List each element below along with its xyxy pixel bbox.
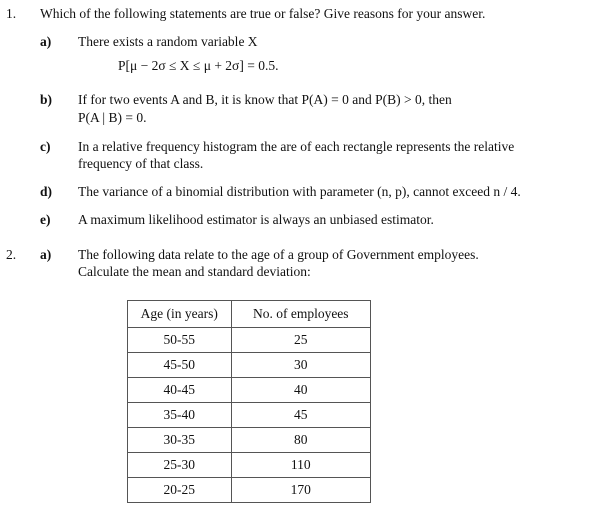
employee-age-table (127, 300, 371, 503)
q1-part-c-line-2: frequency of that class. (78, 156, 204, 171)
age-cell: 25-30 (128, 453, 232, 478)
q1-part-d-text: The variance of a binomial distribution with parameter (n, p), cannot exceed n / 4. (78, 184, 521, 199)
table-row (128, 453, 371, 478)
age-cell: 35-40 (128, 403, 232, 428)
age-cell: 40-45 (128, 378, 232, 403)
q1-part-b-line-2: P(A | B) = 0. (78, 110, 147, 125)
age-cell: 30-35 (128, 428, 232, 453)
q2-part-a-label: a) (40, 247, 52, 262)
employees-cell: 170 (231, 478, 370, 503)
question-1-number: 1. (6, 6, 17, 21)
employees-cell: 45 (231, 403, 370, 428)
table-row (128, 478, 371, 503)
q1-part-b-label: b) (40, 92, 53, 107)
q2-part-a-line-2: Calculate the mean and standard deviation: (78, 264, 311, 279)
table-row (128, 378, 371, 403)
q2-part-a-line-1: The following data relate to the age of a group of Government employees. (78, 247, 479, 262)
q1-part-a-text: There exists a random variable X (78, 34, 258, 49)
q1-part-d-label: d) (40, 184, 53, 199)
q1-part-b-line-1: If for two events A and B, it is know that P(A) = 0 and P(B) > 0, then (78, 92, 452, 107)
employees-cell: 40 (231, 378, 370, 403)
header-employees: No. of employees (231, 301, 370, 328)
table-row (128, 328, 371, 353)
q1-part-a-formula: P[μ − 2σ ≤ X ≤ μ + 2σ] = 0.5. (118, 58, 279, 73)
q1-part-a-label: a) (40, 34, 52, 49)
employees-cell: 25 (231, 328, 370, 353)
question-2-number: 2. (6, 247, 17, 262)
q1-part-c-label: c) (40, 139, 51, 154)
question-1-prompt: Which of the following statements are true or false? Give reasons for your answer. (40, 6, 486, 21)
employees-cell: 80 (231, 428, 370, 453)
employees-cell: 30 (231, 353, 370, 378)
table-header-row (128, 301, 371, 328)
q1-part-e-text: A maximum likelihood estimator is always an unbiased estimator. (78, 212, 434, 227)
q1-part-c-line-1: In a relative frequency histogram the are of each rectangle represents the relative (78, 139, 515, 154)
table-row (128, 353, 371, 378)
header-age: Age (in years) (128, 301, 232, 328)
table-row (128, 428, 371, 453)
age-cell: 20-25 (128, 478, 232, 503)
table-row (128, 403, 371, 428)
q1-part-e-label: e) (40, 212, 51, 227)
employees-cell: 110 (231, 453, 370, 478)
age-cell: 50-55 (128, 328, 232, 353)
age-cell: 45-50 (128, 353, 232, 378)
